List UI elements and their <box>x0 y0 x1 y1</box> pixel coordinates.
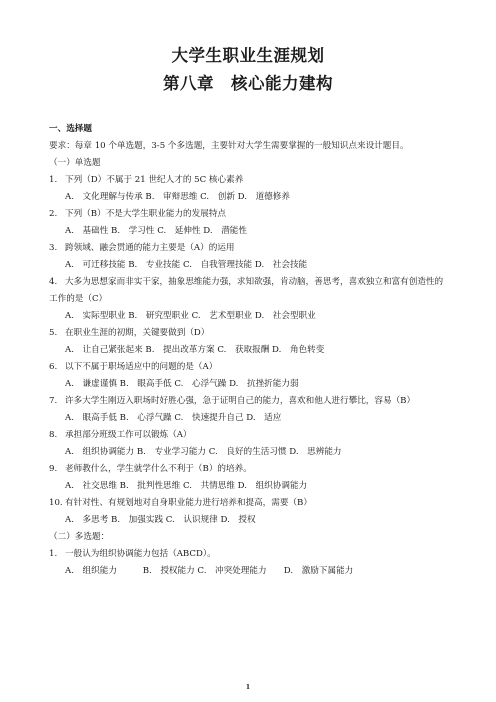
question-options: A. 文化理解与传承 B. 审辩思维 C. 创新 D. 道德修养 <box>65 192 290 202</box>
question-item <box>49 277 443 288</box>
question-number: 9. <box>49 464 58 474</box>
question-item <box>49 209 226 220</box>
question-text: 许多大学生刚迈入职场时好胜心强，急于证明自己的能力，喜欢和他人进行攀比，容易（B） <box>65 396 416 406</box>
question-item <box>49 430 192 441</box>
question-number: 10. <box>49 498 63 508</box>
question-text: 承担部分班级工作可以锻炼（A） <box>65 430 192 440</box>
document-title: 大学生职业生涯规划 <box>171 46 325 65</box>
question-options: A. 可迁移技能 B. 专业技能 C. 自我管理技能 D. 社会技能 <box>65 260 308 270</box>
question-item <box>49 243 235 254</box>
question-text: 有针对性、有规划地对自身职业能力进行培养和提高，需要（B） <box>65 498 312 508</box>
question-text: 跨领域、融会贯通的能力主要是（A）的运用 <box>65 243 235 253</box>
multi-choice-header: （二）多选题： <box>49 532 110 542</box>
question-options: A. 实际型职业 B. 研究型职业 C. 艺术型职业 D. 社会型职业 <box>65 311 316 321</box>
question-item <box>49 362 217 373</box>
question-options: A. 组织能力 B. 授权能力 C. 冲突处理能力 D. 激励下属能力 <box>65 566 354 576</box>
question-text: 一般认为组织协调能力包括（ABCD）。 <box>65 549 216 559</box>
question-text-continued: 工作的是（C） <box>49 294 108 304</box>
question-item <box>49 396 415 407</box>
question-options: A. 多思考 B. 加强实践 C. 认识规律 D. 授权 <box>65 515 256 525</box>
question-number: 1. <box>49 549 58 559</box>
question-text: 大多为思想家而非实干家，抽象思维能力强，求知欲强，肯动脑，善思考，喜欢独立和富有创造性的 <box>65 277 444 287</box>
question-number: 1. <box>49 175 58 185</box>
chapter-title: 第八章 核心能力建构 <box>163 74 333 93</box>
question-options: A. 社交思维 B. 批判性思维 C. 共情思维 D. 组织协调能力 <box>65 481 308 491</box>
question-options: A. 眼高手低 B. 心浮气躁 C. 快速提升自己 D. 适应 <box>65 413 282 423</box>
question-text: 以下不属于职场适应中的问题的是（A） <box>65 362 218 372</box>
question-text: 在职业生涯的初期，关键要做到（D） <box>65 328 210 338</box>
single-choice-header: （一）单选题 <box>49 158 101 168</box>
question-number: 8. <box>49 430 58 440</box>
question-options: A. 基础性 B. 学习性 C. 延伸性 D. 潜能性 <box>65 226 247 236</box>
question-options: A. 谦虚谨慎 B. 眼高手低 C. 心浮气躁 D. 抗挫折能力弱 <box>65 379 299 389</box>
question-item <box>49 549 216 560</box>
requirement-text: 要求：每章 10 个单选题，3-5 个多选题，主要针对大学生需要掌握的一般知识点来设计题目。 <box>49 141 409 151</box>
question-number: 7. <box>49 396 58 406</box>
question-number: 4. <box>49 277 58 287</box>
question-item <box>49 464 252 475</box>
question-item <box>49 328 209 339</box>
question-options: A. 组织协调能力 B. 专业学习能力 C. 良好的生活习惯 D. 思辨能力 <box>65 447 342 457</box>
question-item <box>49 175 243 186</box>
question-number: 3. <box>49 243 58 253</box>
question-options: A. 让自己紧张起来 B. 提出改革方案 C. 获取报酬 D. 角色转变 <box>65 345 325 355</box>
question-text: 老师教什么，学生就学什么不利于（B）的培养。 <box>65 464 252 474</box>
page-number: 1 <box>245 684 251 691</box>
question-item <box>49 498 312 509</box>
question-text: 下列（B）不是大学生职业能力的发展特点 <box>65 209 227 219</box>
question-number: 6. <box>49 362 58 372</box>
section-heading: 一、选择题 <box>49 124 92 134</box>
question-number: 5. <box>49 328 58 338</box>
question-number: 2. <box>49 209 58 219</box>
question-text: 下列（D）不属于 21 世纪人才的 5C 核心素养 <box>65 175 244 185</box>
